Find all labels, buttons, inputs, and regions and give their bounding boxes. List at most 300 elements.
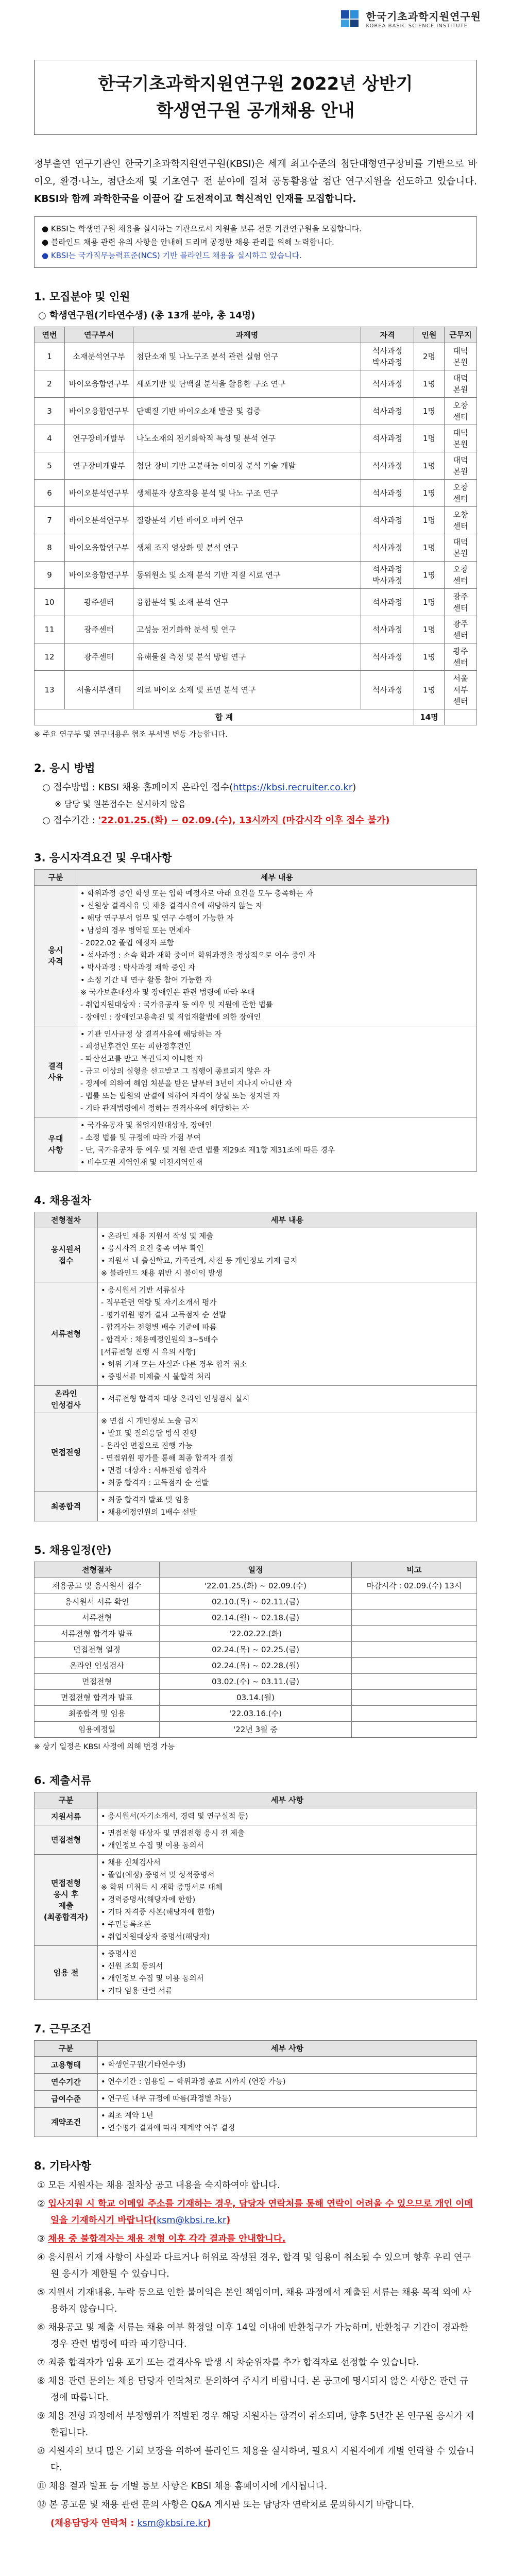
detail-list (101, 2059, 473, 2071)
list-item (37, 2249, 477, 2282)
row-label: 계약조건 (35, 2108, 98, 2137)
table-cell: 단백질 기반 바이오소재 발굴 및 검증 (133, 398, 361, 425)
table-cell: 2 (35, 370, 65, 398)
list-item (37, 2196, 477, 2229)
table-cell: 대덕 본원 (445, 370, 477, 398)
table-cell: 유해물질 측정 및 분석 방법 연구 (133, 643, 361, 671)
row-label: 연수기간 (35, 2074, 98, 2091)
list-text: 채용 관련 문의는 채용 담당자 연락처로 문의하여 주시기 바랍니다. 본 공고에 명시되지 않은 사항은 관련 규정에 따릅니다. (48, 2376, 469, 2403)
detail-item: • 최종 합격자 : 고득점자 순 선발 (101, 1479, 209, 1487)
row-details (98, 1855, 477, 1946)
schedule-table (34, 1562, 477, 1738)
col-header: 근무지 (445, 327, 477, 343)
table-cell: 1명 (414, 370, 445, 398)
total-value: 14명 (414, 709, 445, 725)
section-title: 1. 모집분야 및 인원 (34, 291, 130, 303)
detail-item: • 비수도권 지역인재 및 이전지역인재 (80, 1159, 203, 1167)
detail-item: • 채용 신체검사서 (101, 1859, 161, 1867)
section-title: 7. 근무조건 (34, 2023, 92, 2035)
table-cell: 바이오분석연구부 (65, 480, 133, 507)
table-cell: 석사과정 (361, 616, 414, 643)
list-text: 응시원서 기재 사항이 사실과 다르거나 허위로 작성된 경우, 합격 및 임용이 취소될 수 있으며 향후 우리 연구원 응시가 제한될 수 있습니다. (48, 2252, 471, 2279)
detail-item: • 응시자격 요건 충족 여부 확인 (101, 1245, 204, 1253)
detail-list (80, 1120, 473, 1169)
table-cell: 세포기반 및 단백질 분석을 활용한 구조 연구 (133, 370, 361, 398)
detail-list (101, 1284, 473, 1383)
detail-item: - 소정 법률 및 규정에 따라 가점 부여 (80, 1134, 201, 1142)
table-cell: 1명 (414, 562, 445, 589)
col-header: 전형절차 (35, 1212, 98, 1228)
apply-deadline: '22.01.25.(화) ~ 02.09.(수), 13시까지 (마감시각 이후 접수 불가) (98, 815, 390, 826)
detail-item: • 기타 자격증 사본(해당자에 한함) (101, 1908, 215, 1917)
row-details (98, 2057, 477, 2074)
other-notes-list (37, 2177, 477, 2513)
detail-item: • 학위과정 중인 학생 또는 입학 예정자로 아래 요건을 모두 충족하는 자 (80, 890, 313, 898)
list-item (37, 2478, 477, 2495)
table-row (35, 1594, 477, 1610)
table-cell: 석사과정 (361, 643, 414, 671)
table-cell: 02.24.(목) ~ 02.28.(월) (160, 1658, 352, 1674)
section-qualifications (34, 850, 477, 1172)
row-label: 급여수준 (35, 2091, 98, 2108)
table-cell: 석사과정 (361, 480, 414, 507)
list-item (37, 2319, 477, 2352)
table-row (35, 1808, 477, 1825)
list-text: 본 공고문 및 채용 관련 문의 사항은 Q&A 게시판 또는 담당자 연락처로 문의하시기 바랍니다. (49, 2500, 415, 2510)
table-cell: 채용공고 및 응시원서 접수 (35, 1578, 160, 1594)
apply-method: ○ 접수방법 : KBSI 채용 홈페이지 온라인 접수(https://kbsi.recruiter.co.kr) (42, 782, 356, 793)
table-cell: 바이오융합연구부 (65, 370, 133, 398)
table-cell: 석사과정 (361, 507, 414, 534)
table-cell: 2명 (414, 343, 445, 370)
detail-item: ※ 블라인드 채용 위반 시 불이익 발생 (101, 1269, 223, 1278)
col-header: 세부 내용 (98, 1212, 477, 1228)
table-row (35, 2057, 477, 2074)
footnote: ※ 상기 일정은 KBSI 사정에 의해 변경 가능 (34, 1743, 175, 1751)
table-cell: 오창 센터 (445, 507, 477, 534)
detail-list (101, 1827, 473, 1852)
table-cell: 소재분석연구부 (65, 343, 133, 370)
kbsi-logo (340, 8, 481, 29)
detail-item: • 기관 인사규정 상 결격사유에 해당하는 자 (80, 1030, 222, 1039)
col-header: 과제명 (133, 327, 361, 343)
table-cell: 대덕 본원 (445, 534, 477, 562)
list-item (37, 2443, 477, 2476)
table-cell: 바이오분석연구부 (65, 507, 133, 534)
detail-item: • 박사과정 : 박사과정 재학 중인 자 (80, 964, 196, 972)
table-row (35, 1026, 477, 1117)
detail-item: ※ 국가보훈대상자 및 장애인은 관련 법령에 따라 우대 (80, 989, 255, 997)
table-cell: 4 (35, 425, 65, 452)
table-cell: 8 (35, 534, 65, 562)
table-row (35, 1658, 477, 1674)
section-title: 8. 기타사항 (34, 2160, 92, 2172)
list-highlight: 채용 중 불합격자는 채용 전형 이후 각각 결과를 안내합니다. (48, 2234, 286, 2244)
detail-item: • 응시원서 기반 서류심사 (101, 1286, 185, 1295)
detail-list (101, 1948, 473, 1997)
table-cell: 대덕 본원 (445, 452, 477, 480)
detail-item: • 기타 임용 관련 서류 (101, 1987, 173, 1995)
detail-item: - 법률 또는 법원의 판결에 의하여 자격이 상실 또는 정지된 자 (80, 1092, 280, 1100)
detail-item: ※ 면접 시 개인정보 노출 금지 (101, 1417, 199, 1426)
col-header: 구분 (35, 1792, 98, 1808)
detail-item: • 발표 및 질의응답 방식 진행 (101, 1430, 197, 1438)
detail-item: - 단, 국가유공자 등 예우 및 지원 관련 법률 제29조 제1항 제31조에 따른 경우 (80, 1146, 335, 1155)
detail-item: • 연구원 내부 규정에 따름(과정별 차등) (101, 2095, 232, 2103)
header (19, 0, 492, 44)
table-cell: 1명 (414, 507, 445, 534)
notice-item: ● 블라인드 채용 관련 유의 사항을 안내해 드리며 공정한 채용 관리를 위해 노력합니다. (42, 238, 334, 247)
detail-list (101, 1230, 473, 1280)
section-title: 3. 응시자격요건 및 우대사항 (34, 852, 172, 864)
detail-list (101, 2076, 473, 2088)
table-row (35, 562, 477, 589)
table-cell: 02.24.(목) ~ 02.25.(금) (160, 1642, 352, 1658)
detail-item: • 연수기간 : 임용일 ~ 학위과정 종료 시까지 (연장 가능) (101, 2078, 286, 2086)
section-subtitle: ○ 학생연구원(기타연수생) (총 13개 분야, 총 14명) (38, 310, 256, 321)
table-row (35, 1117, 477, 1172)
table-cell: 03.14.(월) (160, 1690, 352, 1706)
list-item (37, 2373, 477, 2406)
col-header: 구분 (35, 2041, 98, 2057)
row-details (98, 2091, 477, 2108)
table-row (35, 886, 477, 1026)
list-item (37, 2497, 477, 2513)
detail-item: • 서류전형 합격자 대상 온라인 인성검사 실시 (101, 1395, 250, 1403)
list-number: ⑪ (37, 2481, 49, 2492)
table-row (35, 370, 477, 398)
positions-table (34, 327, 477, 725)
table-row (35, 425, 477, 452)
table-row (35, 1674, 477, 1690)
section-positions (34, 289, 477, 739)
section-title: 5. 채용일정(안) (34, 1544, 112, 1556)
table-cell (352, 1594, 477, 1610)
table-cell: 연구장비개발부 (65, 425, 133, 452)
table-row (35, 398, 477, 425)
table-cell (352, 1658, 477, 1674)
table-cell (352, 1642, 477, 1658)
section-application (34, 760, 477, 829)
row-label: 임용 전 (35, 1946, 98, 2000)
detail-item: - 기타 관계법령에서 정하는 결격사유에 해당하는 자 (80, 1105, 249, 1113)
detail-item: • 신원상 결격사유 및 채용 결격사유에 해당하지 않는 자 (80, 902, 263, 910)
table-row (35, 1690, 477, 1706)
col-header: 비고 (352, 1562, 477, 1578)
table-cell: 7 (35, 507, 65, 534)
section-title: 2. 응시 방법 (34, 762, 95, 774)
detail-list (80, 888, 473, 1024)
detail-list (101, 1857, 473, 1943)
table-cell: 고성능 전기화학 분석 및 연구 (133, 616, 361, 643)
row-label: 고용형태 (35, 2057, 98, 2074)
detail-item: • 증빙서류 미제출 시 불합격 처리 (101, 1373, 211, 1381)
row-label: 면접전형 (35, 1825, 98, 1855)
notice-item: ● KBSI는 학생연구원 채용을 실시하는 기관으로서 지원을 보류 전문 기관연구원을 모집합니다. (42, 224, 362, 233)
table-cell: 석사과정 (361, 452, 414, 480)
table-cell: 10 (35, 589, 65, 616)
detail-item: • 주민등록초본 (101, 1921, 151, 1929)
table-cell: 1명 (414, 589, 445, 616)
row-label: 결격 사유 (35, 1026, 77, 1117)
detail-item: • 허위 기재 또는 사실과 다른 경우 합격 취소 (101, 1361, 247, 1369)
table-row (35, 1386, 477, 1413)
detail-item: - 면접위원 평가를 통해 최종 합격자 결정 (101, 1454, 233, 1463)
table-cell: 석사과정 박사과정 (361, 562, 414, 589)
table-cell: 의료 바이오 소재 및 표면 분석 연구 (133, 671, 361, 709)
list-text: 모든 지원자는 채용 절차상 공고 내용을 숙지하여야 합니다. (48, 2180, 280, 2191)
table-row (35, 2074, 477, 2091)
positions-table-body (35, 343, 477, 709)
detail-item: • 증명사진 (101, 1950, 137, 1958)
table-cell: 면접전형 (35, 1674, 160, 1690)
row-details (98, 1228, 477, 1282)
table-cell: 02.14.(월) ~ 02.18.(금) (160, 1610, 352, 1626)
table-cell: 바이오융합연구부 (65, 398, 133, 425)
table-cell: 오창 센터 (445, 562, 477, 589)
table-row (35, 1492, 477, 1521)
contact-email-link[interactable]: ksm@kbsi.re.kr (137, 2518, 207, 2529)
table-cell: 1명 (414, 398, 445, 425)
table-cell: 9 (35, 562, 65, 589)
detail-item: - 온라인 면접으로 진행 가능 (101, 1442, 193, 1450)
detail-item: • 취업지원대상자 증명서(해당자) (101, 1933, 210, 1941)
table-cell: 광주 센터 (445, 589, 477, 616)
detail-item: • 졸업(예정) 증명서 및 성적증명서 (101, 1871, 215, 1879)
detail-list (101, 2110, 473, 2134)
intro-text (34, 156, 477, 208)
row-details (98, 2108, 477, 2137)
row-label: 최종합격 (35, 1492, 98, 1521)
footnote: ※ 주요 연구부 및 연구내용은 협조 부서별 변동 가능합니다. (34, 731, 228, 739)
detail-list (101, 1415, 473, 1489)
table-cell: 광주센터 (65, 643, 133, 671)
table-cell: 융합분석 및 소재 분석 연구 (133, 589, 361, 616)
table-cell: 5 (35, 452, 65, 480)
table-cell: 석사과정 (361, 671, 414, 709)
detail-list (101, 1494, 473, 1519)
table-cell: 11 (35, 616, 65, 643)
detail-item: • 응시원서(자기소개서, 경력 및 연구실적 등) (101, 1812, 248, 1821)
table-cell: 동위원소 및 소재 분석 기반 지질 시료 연구 (133, 562, 361, 589)
table-cell: 연구장비개발부 (65, 452, 133, 480)
col-header: 전형절차 (35, 1562, 160, 1578)
table-row (35, 1282, 477, 1386)
table-cell: 03.02.(수) ~ 03.11.(금) (160, 1674, 352, 1690)
table-cell: 1명 (414, 425, 445, 452)
table-row (35, 452, 477, 480)
list-highlight: 입사지원 시 학교 이메일 주소를 기재하는 경우, 담당자 연락처를 통해 연락이 어려울 수 있으므로 개인 이메일을 기재하시기 바랍니다( (48, 2199, 473, 2226)
row-details (98, 2074, 477, 2091)
section-title: 4. 채용절차 (34, 1194, 92, 1207)
table-cell: 서류전형 (35, 1610, 160, 1626)
table-row (35, 480, 477, 507)
logo-text (366, 8, 481, 29)
detail-list (80, 1028, 473, 1115)
table-cell: 면접전형 합격자 발표 (35, 1690, 160, 1706)
list-number: ④ (37, 2252, 48, 2263)
detail-item: • 경력증명서(해당자에 한함) (101, 1896, 196, 1904)
row-details (98, 1282, 477, 1386)
documents-table-body (35, 1808, 477, 2000)
list-item (37, 2231, 477, 2247)
table-cell: 석사과정 (361, 425, 414, 452)
email-link[interactable]: ksm@kbsi.re.kr (157, 2215, 227, 2226)
table-cell: 광주 센터 (445, 643, 477, 671)
table-cell: 오창 센터 (445, 398, 477, 425)
row-details (77, 1117, 477, 1172)
list-number: ① (37, 2180, 48, 2191)
col-header: 연구부서 (65, 327, 133, 343)
table-cell: 광주센터 (65, 589, 133, 616)
table-cell: 석사과정 박사과정 (361, 343, 414, 370)
detail-item: ※ 학위 미취득 시 재학 증명서로 대체 (101, 1884, 223, 1892)
detail-item: • 해당 연구부서 업무 및 연구 수행이 가능한 자 (80, 914, 234, 923)
list-item (37, 2177, 477, 2194)
list-number: ⑤ (37, 2287, 48, 2298)
table-cell: '22.03.16.(수) (160, 1706, 352, 1722)
detail-item: • 온라인 채용 지원서 작성 및 제출 (101, 1232, 214, 1241)
table-cell (352, 1610, 477, 1626)
col-header: 자격 (361, 327, 414, 343)
table-cell: 6 (35, 480, 65, 507)
list-number: ⑩ (37, 2446, 48, 2456)
section-other (34, 2158, 477, 2532)
logo-english-name: KOREA BASIC SCIENCE INSTITUTE (366, 23, 468, 29)
col-header: 인원 (414, 327, 445, 343)
table-row (35, 343, 477, 370)
table-cell (352, 1674, 477, 1690)
table-cell (352, 1706, 477, 1722)
procedure-table-body (35, 1228, 477, 1521)
table-cell: 대덕 본원 (445, 343, 477, 370)
table-cell: 생체 조직 영상화 및 분석 연구 (133, 534, 361, 562)
table-row (35, 534, 477, 562)
table-row (35, 1706, 477, 1722)
list-text: 지원자의 보다 많은 기회 보장을 위하여 블라인드 채용을 실시하며, 필요시 지원자에게 개별 연락할 수 있습니다. (48, 2446, 474, 2473)
notice-box (34, 216, 477, 268)
apply-note: ※ 담당 및 원본접수는 실시하지 않음 (55, 799, 186, 809)
table-cell: 12 (35, 643, 65, 671)
table-cell: 1명 (414, 643, 445, 671)
table-row (35, 1413, 477, 1492)
notice-item: ● KBSI는 국가직무능력표준(NCS) 기반 블라인드 채용을 실시하고 있습니다. (42, 251, 302, 260)
row-details (77, 1026, 477, 1117)
table-cell: 첨단 장비 기반 고분해능 이미징 분석 기술 개발 (133, 452, 361, 480)
section-procedure (34, 1192, 477, 1521)
list-item (37, 2354, 477, 2371)
detail-item: • 남성의 경우 병역필 또는 면제자 (80, 927, 191, 935)
section-title: 6. 제출서류 (34, 1774, 92, 1787)
col-header: 구분 (35, 870, 77, 886)
schedule-table-body (35, 1578, 477, 1738)
detail-item: - 합격자 : 채용예정인원의 3~5배수 (101, 1336, 218, 1344)
logo-korean-name: 한국기초과학지원연구원 (366, 10, 481, 23)
table-row (35, 1825, 477, 1855)
table-cell: 서류전형 합격자 발표 (35, 1626, 160, 1642)
table-cell (352, 1626, 477, 1642)
conditions-table (34, 2040, 477, 2137)
list-item (37, 2408, 477, 2441)
list-item (37, 2284, 477, 2317)
table-cell: 1 (35, 343, 65, 370)
detail-item: - 합격자는 전형별 배수 기준에 따름 (101, 1324, 217, 1332)
table-cell: 1명 (414, 616, 445, 643)
detail-item: - 파산선고를 받고 복권되지 아니한 자 (80, 1055, 203, 1063)
intro-emphasis: KBSI와 함께 과학한국을 이끌어 갈 도전적이고 혁신적인 인재를 모집합니다. (34, 194, 356, 205)
table-row (35, 1642, 477, 1658)
row-label: 서류전형 (35, 1282, 98, 1386)
table-cell: 1명 (414, 671, 445, 709)
col-header: 세부 사항 (98, 2041, 477, 2057)
list-number: ⑦ (37, 2358, 48, 2368)
table-row (35, 616, 477, 643)
row-details (98, 1946, 477, 2000)
apply-period: ○ 접수기간 : '22.01.25.(화) ~ 02.09.(수), 13시까지 (마감시각 이후 접수 불가) (42, 815, 390, 826)
detail-list (101, 1810, 473, 1823)
detail-item: • 학생연구원(기타연수생) (101, 2061, 186, 2069)
table-cell (352, 1690, 477, 1706)
detail-item: - 직무관련 역량 및 자기소개서 평가 (101, 1299, 217, 1307)
detail-item: • 면접 대상자 : 서류전형 합격자 (101, 1467, 207, 1475)
table-cell (352, 1722, 477, 1738)
col-header: 세부 사항 (98, 1792, 477, 1808)
detail-item: • 개인정보 수집 및 이용 동의서 (101, 1975, 204, 1983)
table-row (35, 1578, 477, 1594)
table-cell: 석사과정 (361, 398, 414, 425)
table-cell: 1명 (414, 452, 445, 480)
row-label: 면접전형 응시 후 제출 (최종합격자) (35, 1855, 98, 1946)
table-row (35, 671, 477, 709)
table-cell: 서울서부센터 (65, 671, 133, 709)
row-details (98, 1492, 477, 1521)
detail-item: - 평가위원 평가 결과 고득점자 순 선발 (101, 1311, 226, 1319)
list-text: 채용공고 및 제출 서류는 채용 여부 확정일 이후 14일 이내에 반환청구가 가능하며, 반환청구 기간이 경과한 경우 관련 법령에 따라 파기합니다. (48, 2323, 468, 2349)
table-cell: 광주센터 (65, 616, 133, 643)
list-text: 채용 결과 발표 등 개별 통보 사항은 KBSI 채용 홈페이지에 게시됩니다. (49, 2481, 328, 2492)
detail-item: [서류전형 진행 시 유의 사항] (101, 1348, 196, 1357)
list-text: 지원서 기재내용, 누락 등으로 인한 불이익은 본인 책임이며, 채용 과정에서 제출된 서류는 채용 목적 외에 사용하지 않습니다. (48, 2287, 471, 2314)
table-cell: 석사과정 (361, 534, 414, 562)
table-cell: 서울 서부 센터 (445, 671, 477, 709)
recruit-site-link[interactable]: https://kbsi.recruiter.co.kr (233, 782, 353, 793)
row-details (98, 1808, 477, 1825)
table-cell: 최종합격 및 임용 (35, 1706, 160, 1722)
table-row (35, 1855, 477, 1946)
detail-item: • 채용예정인원의 1배수 선발 (101, 1509, 197, 1517)
detail-item: • 신원 조회 동의서 (101, 1962, 163, 1971)
kbsi-logo-icon (340, 8, 361, 29)
detail-item: • 최초 계약 1년 (101, 2112, 154, 2120)
table-row (35, 1610, 477, 1626)
detail-item: • 지원서 내 출신학교, 가족관계, 사진 등 개인정보 기재 금지 (101, 1257, 298, 1265)
col-header: 일정 (160, 1562, 352, 1578)
total-empty-cell (445, 709, 477, 725)
table-cell: '22.02.22.(화) (160, 1626, 352, 1642)
detail-item: • 소정 기간 내 연구 활동 참여 가능한 자 (80, 976, 212, 985)
list-number: ⑧ (37, 2376, 48, 2386)
table-cell: 광주 센터 (445, 616, 477, 643)
table-cell: 오창 센터 (445, 480, 477, 507)
list-close: ) (226, 2215, 231, 2226)
documents-table (34, 1792, 477, 2000)
qualifications-table-body (35, 886, 477, 1172)
row-details (98, 1386, 477, 1413)
table-cell: '22.01.25.(화) ~ 02.09.(수) (160, 1578, 352, 1594)
table-row (35, 1946, 477, 2000)
list-number: ⑥ (37, 2323, 48, 2333)
table-row (35, 589, 477, 616)
